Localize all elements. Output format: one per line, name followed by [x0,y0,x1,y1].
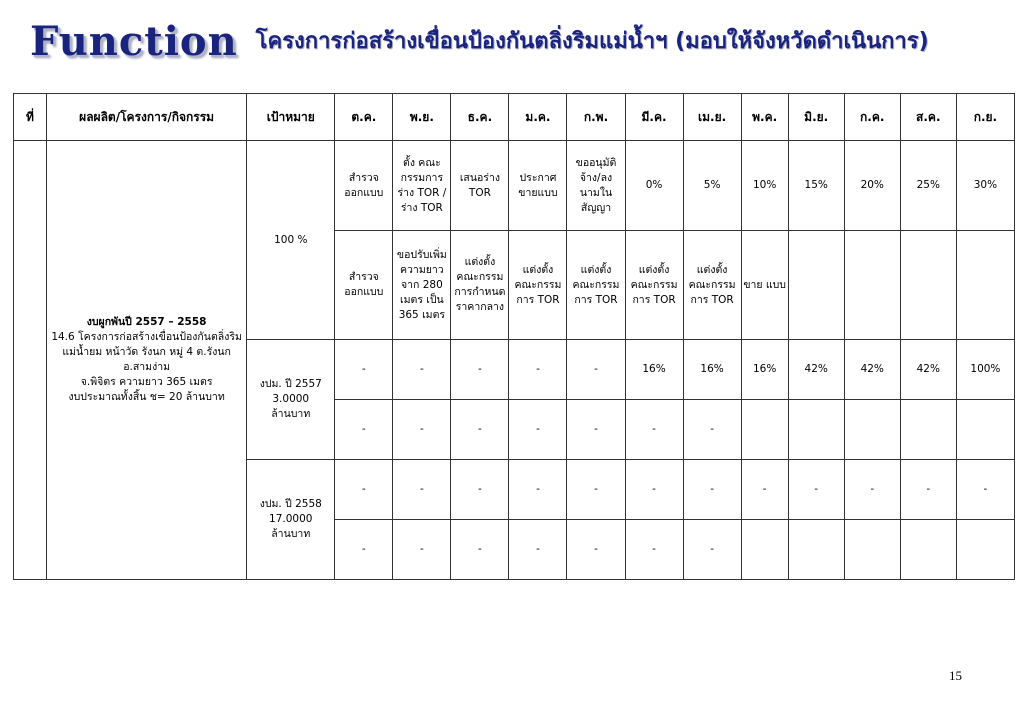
project-heading: งบผูกพันปี 2557 – 2558 [86,316,207,328]
month-cell: เสนอร่าง TOR [451,141,509,231]
month-cell: - [451,520,509,580]
month-cell [956,520,1014,580]
column-header: ที่ [14,94,47,141]
row-number-cell [14,141,47,580]
month-cell: ประกาศ ขายแบบ [509,141,567,231]
month-cell: - [335,340,393,400]
project-line: งบประมาณทั้งสิ้น ช= 20 ล้านบาท [68,391,225,403]
month-cell: - [741,460,788,520]
plan-row [14,141,1015,231]
month-cell: - [393,340,451,400]
budget-amount: 3.0000 [272,393,310,405]
column-header: มี.ค. [625,94,683,141]
project-line: 14.6 โครงการก่อสร้างเขื่อนป้องกันตลิ่งริมแม่น้ำยม หน้าวัด รังนก หมู่ 4 ต.รังนก อ.สามง่าม [51,331,242,373]
header-row [14,94,1015,141]
month-cell: - [625,520,683,580]
month-cell: - [900,460,956,520]
month-cell: 16% [683,340,741,400]
month-cell [900,400,956,460]
column-header: เม.ย. [683,94,741,141]
month-cell: ขาย แบบ [741,231,788,340]
month-cell: - [335,400,393,460]
budget-unit: ล้านบาท [271,408,311,420]
month-cell: - [956,460,1014,520]
month-cell: แต่งตั้ง คณะกรรม การ TOR [625,231,683,340]
month-cell [788,400,844,460]
month-cell: 5% [683,141,741,231]
title-main: Function [30,18,238,65]
month-cell: 15% [788,141,844,231]
month-cell: 10% [741,141,788,231]
schedule-table [13,93,1015,580]
column-header: ก.ค. [844,94,900,141]
project-description [47,141,247,580]
budget-2558-label [247,460,335,580]
month-cell [956,400,1014,460]
column-header: มิ.ย. [788,94,844,141]
month-cell [844,520,900,580]
month-cell: - [451,340,509,400]
month-cell [741,400,788,460]
budget-amount: 17.0000 [269,513,313,525]
month-cell: 42% [788,340,844,400]
month-cell: - [567,340,625,400]
month-cell: 42% [900,340,956,400]
month-cell: - [509,340,567,400]
month-cell: 16% [741,340,788,400]
column-header: ต.ค. [335,94,393,141]
month-cell [788,231,844,340]
target-cell: 100 % [247,141,335,340]
page-number: 15 [949,668,962,683]
budget-label-line: งปม. ปี 2557 [259,378,322,390]
slide-title [30,12,929,64]
month-cell: 16% [625,340,683,400]
month-cell: - [393,400,451,460]
month-cell: แต่งตั้ง คณะกรรม การ TOR [683,231,741,340]
month-cell: - [567,460,625,520]
column-header: ธ.ค. [451,94,509,141]
month-cell: - [393,520,451,580]
month-cell: - [451,400,509,460]
column-header: เป้าหมาย [247,94,335,141]
month-cell: - [451,460,509,520]
month-cell: แต่งตั้ง คณะกรรม การกำหนด ราคากลาง [451,231,509,340]
month-cell: 25% [900,141,956,231]
month-cell: - [567,400,625,460]
column-header: พ.ย. [393,94,451,141]
budget-2557-label [247,340,335,460]
month-cell: ตั้ง คณะกรรมการร่าง TOR / ร่าง TOR [393,141,451,231]
column-header: ผลผลิต/โครงการ/กิจกรรม [47,94,247,141]
month-cell: - [844,460,900,520]
month-cell: - [509,400,567,460]
column-header: ส.ค. [900,94,956,141]
budget-unit: ล้านบาท [271,528,311,540]
month-cell [956,231,1014,340]
title-subtitle: โครงการก่อสร้างเขื่อนป้องกันตลิ่งริมแม่น้ำฯ (มอบให้จังหวัดดำเนินการ) [255,29,929,54]
month-cell: สำรวจ ออกแบบ [335,231,393,340]
budget-label-line: งปม. ปี 2558 [259,498,322,510]
month-cell: - [788,460,844,520]
project-line: จ.พิจิตร ความยาว 365 เมตร [80,376,213,388]
month-cell: - [335,520,393,580]
month-cell: - [625,460,683,520]
column-header: พ.ค. [741,94,788,141]
month-cell [741,520,788,580]
month-cell: สำรวจ ออกแบบ [335,141,393,231]
month-cell: ขออนุมัติ จ้าง/ลง นามใน สัญญา [567,141,625,231]
month-cell [844,400,900,460]
column-header: ม.ค. [509,94,567,141]
month-cell [844,231,900,340]
month-cell: - [625,400,683,460]
month-cell [900,231,956,340]
month-cell: - [683,520,741,580]
month-cell: แต่งตั้ง คณะกรรม การ TOR [509,231,567,340]
month-cell: - [509,520,567,580]
month-cell: - [509,460,567,520]
column-header: ก.ย. [956,94,1014,141]
month-cell: - [567,520,625,580]
month-cell: 42% [844,340,900,400]
month-cell: - [393,460,451,520]
month-cell: - [335,460,393,520]
month-cell: 20% [844,141,900,231]
month-cell [788,520,844,580]
month-cell: 100% [956,340,1014,400]
column-header: ก.พ. [567,94,625,141]
month-cell: - [683,460,741,520]
month-cell [900,520,956,580]
month-cell: ขอปรับเพิ่ม ความยาว จาก 280 เมตร เป็น 365 เมตร [393,231,451,340]
month-cell: - [683,400,741,460]
month-cell: 0% [625,141,683,231]
month-cell: 30% [956,141,1014,231]
month-cell: แต่งตั้ง คณะกรรม การ TOR [567,231,625,340]
